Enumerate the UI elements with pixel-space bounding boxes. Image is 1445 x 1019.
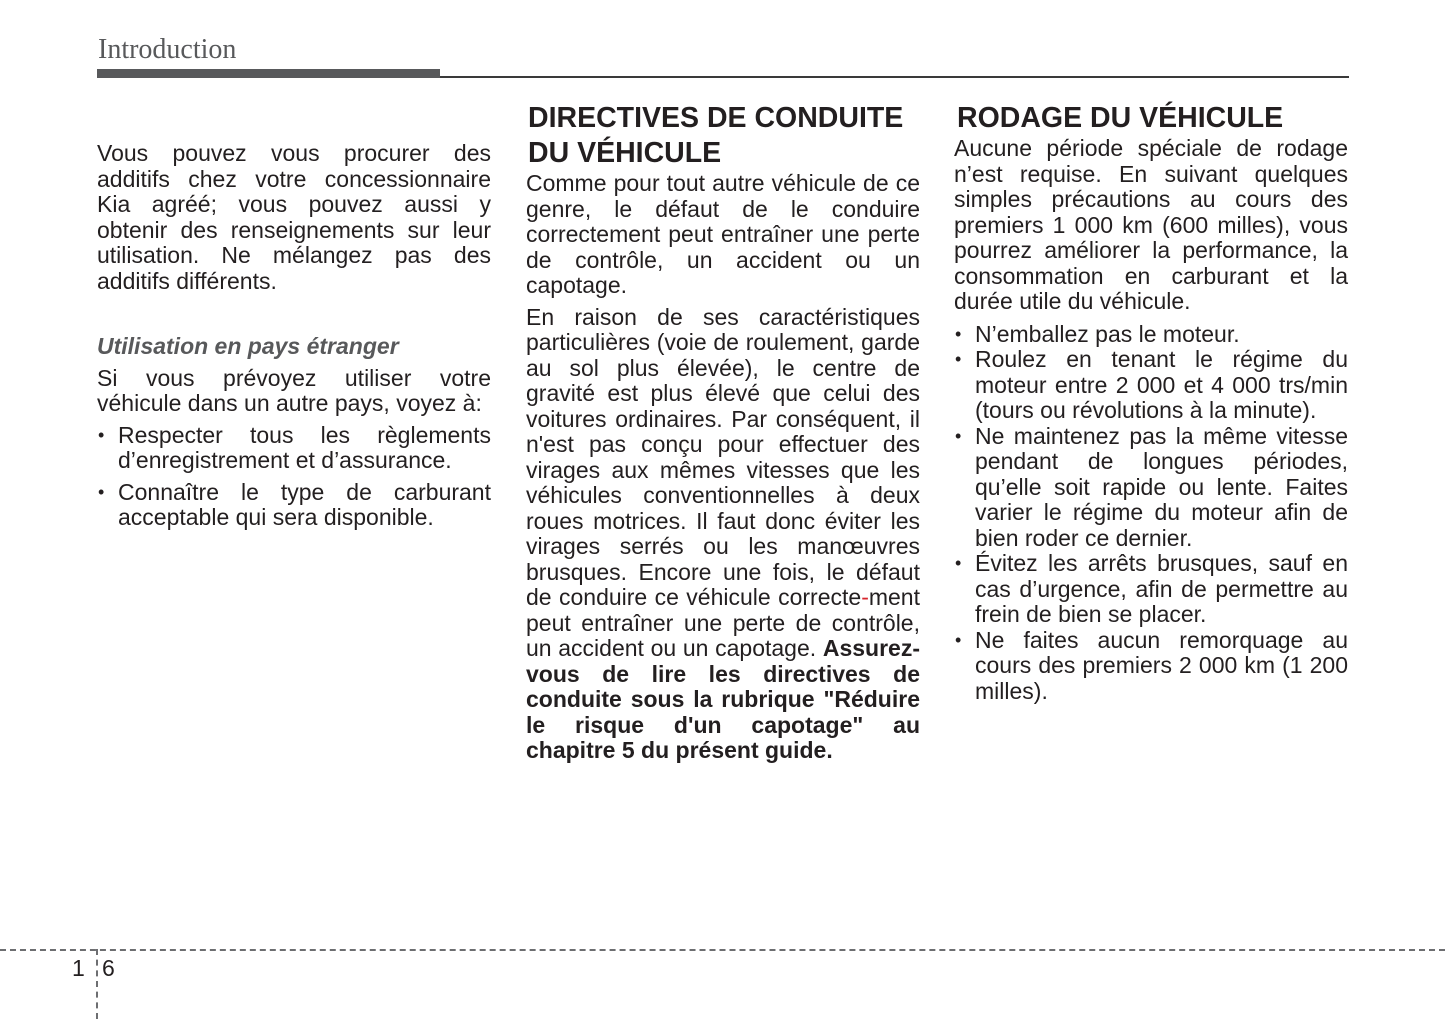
break-in-heading: RODAGE DU VÉHICULE — [957, 102, 1284, 134]
foreign-use-list — [97, 423, 491, 531]
column-break-in — [954, 101, 1348, 704]
chapter-number: 1 — [72, 955, 85, 981]
driving-paragraph-1: Comme pour tout autre véhicule de ce genre, le défaut de le conduire correctement peut entraîner une perte de contrôle, un accident ou un capotage. — [526, 170, 920, 298]
list-item: • Respecter tous les règlements d’enregistrement et d’assurance. — [97, 423, 491, 474]
section-title: Introduction — [98, 34, 237, 65]
column-driving-guidelines — [526, 101, 920, 764]
footer-dashed-divider — [96, 949, 98, 1019]
list-item: • Connaître le type de carburant acceptable qui sera disponible. — [97, 480, 491, 531]
paragraph-text: ment peut entraîner une perte de contrôle, un accident ou un capotage. — [526, 584, 920, 661]
list-item: • Ne faites aucun remorquage au cours des premiers 2 000 km (1 200 milles). — [954, 628, 1348, 705]
rollover-warning-bold: Assurez-vous de lire les directives de conduite sous la rubrique "Réduire le risque d'un capotage" au chapitre 5 du présent guide. — [526, 635, 920, 763]
paragraph-text: En raison de ses caractéristiques particulières (voie de roulement, garde au sol plus élevée), le centre de gravité est plus élevé que celui des voitures ordinaires. Par conséquent, il n'est pas conçu pour effectuer des virages aux mêmes vitesses que les véhicules conventionnelles à deux roues motrices. Il faut donc éviter les virages serrés ou les manœuvres brusques. Encore une fois, le défaut de conduire ce véhicule correcte — [526, 303, 920, 610]
break-in-paragraph: Aucune période spéciale de rodage n’est requise. En suivant quelques simples précautions au cours des premiers 1 000 km (600 milles), vous pourrez améliorer la performance, la consommation en carburant et la durée utile du véhicule. — [954, 135, 1348, 314]
header-rule — [440, 76, 1349, 78]
driving-guidelines-heading — [528, 101, 920, 171]
header-bar-thick — [97, 69, 440, 78]
additives-paragraph: Vous pouvez vous procurer des additifs chez votre concessionnaire Kia agréé; vous pouvez aussi y obtenir des renseignements sur leur utilisation. Ne mélangez pas des additifs différents. — [97, 140, 491, 294]
list-item: • Évitez les arrêts brusques, sauf en cas d’urgence, afin de permettre au frein de bien se placer. — [954, 551, 1348, 628]
foreign-use-paragraph: Si vous prévoyez utiliser votre véhicule dans un autre pays, voyez à: — [97, 364, 491, 416]
foreign-use-subheading: Utilisation en pays étranger — [97, 333, 399, 359]
red-hyphen: - — [861, 584, 869, 610]
heading-line-2: DU VÉHICULE — [528, 137, 722, 169]
break-in-list — [954, 322, 1348, 705]
list-item: • Ne maintenez pas la même vitesse pendant de longues périodes, qu’elle soit rapide ou lente. Faites varier le régime du moteur afin de bien roder ce dernier. — [954, 424, 1348, 552]
driving-paragraph-2 — [526, 305, 920, 764]
heading-line-1: DIRECTIVES DE CONDUITE — [528, 102, 904, 134]
column-additives-foreign-use — [97, 141, 491, 531]
list-item: • N’emballez pas le moteur. — [954, 322, 1348, 348]
page-number: 6 — [102, 955, 115, 981]
list-item: • Roulez en tenant le régime du moteur entre 2 000 et 4 000 trs/min (tours ou révolutions à la minute). — [954, 347, 1348, 424]
footer-dashed-rule — [0, 949, 1445, 951]
